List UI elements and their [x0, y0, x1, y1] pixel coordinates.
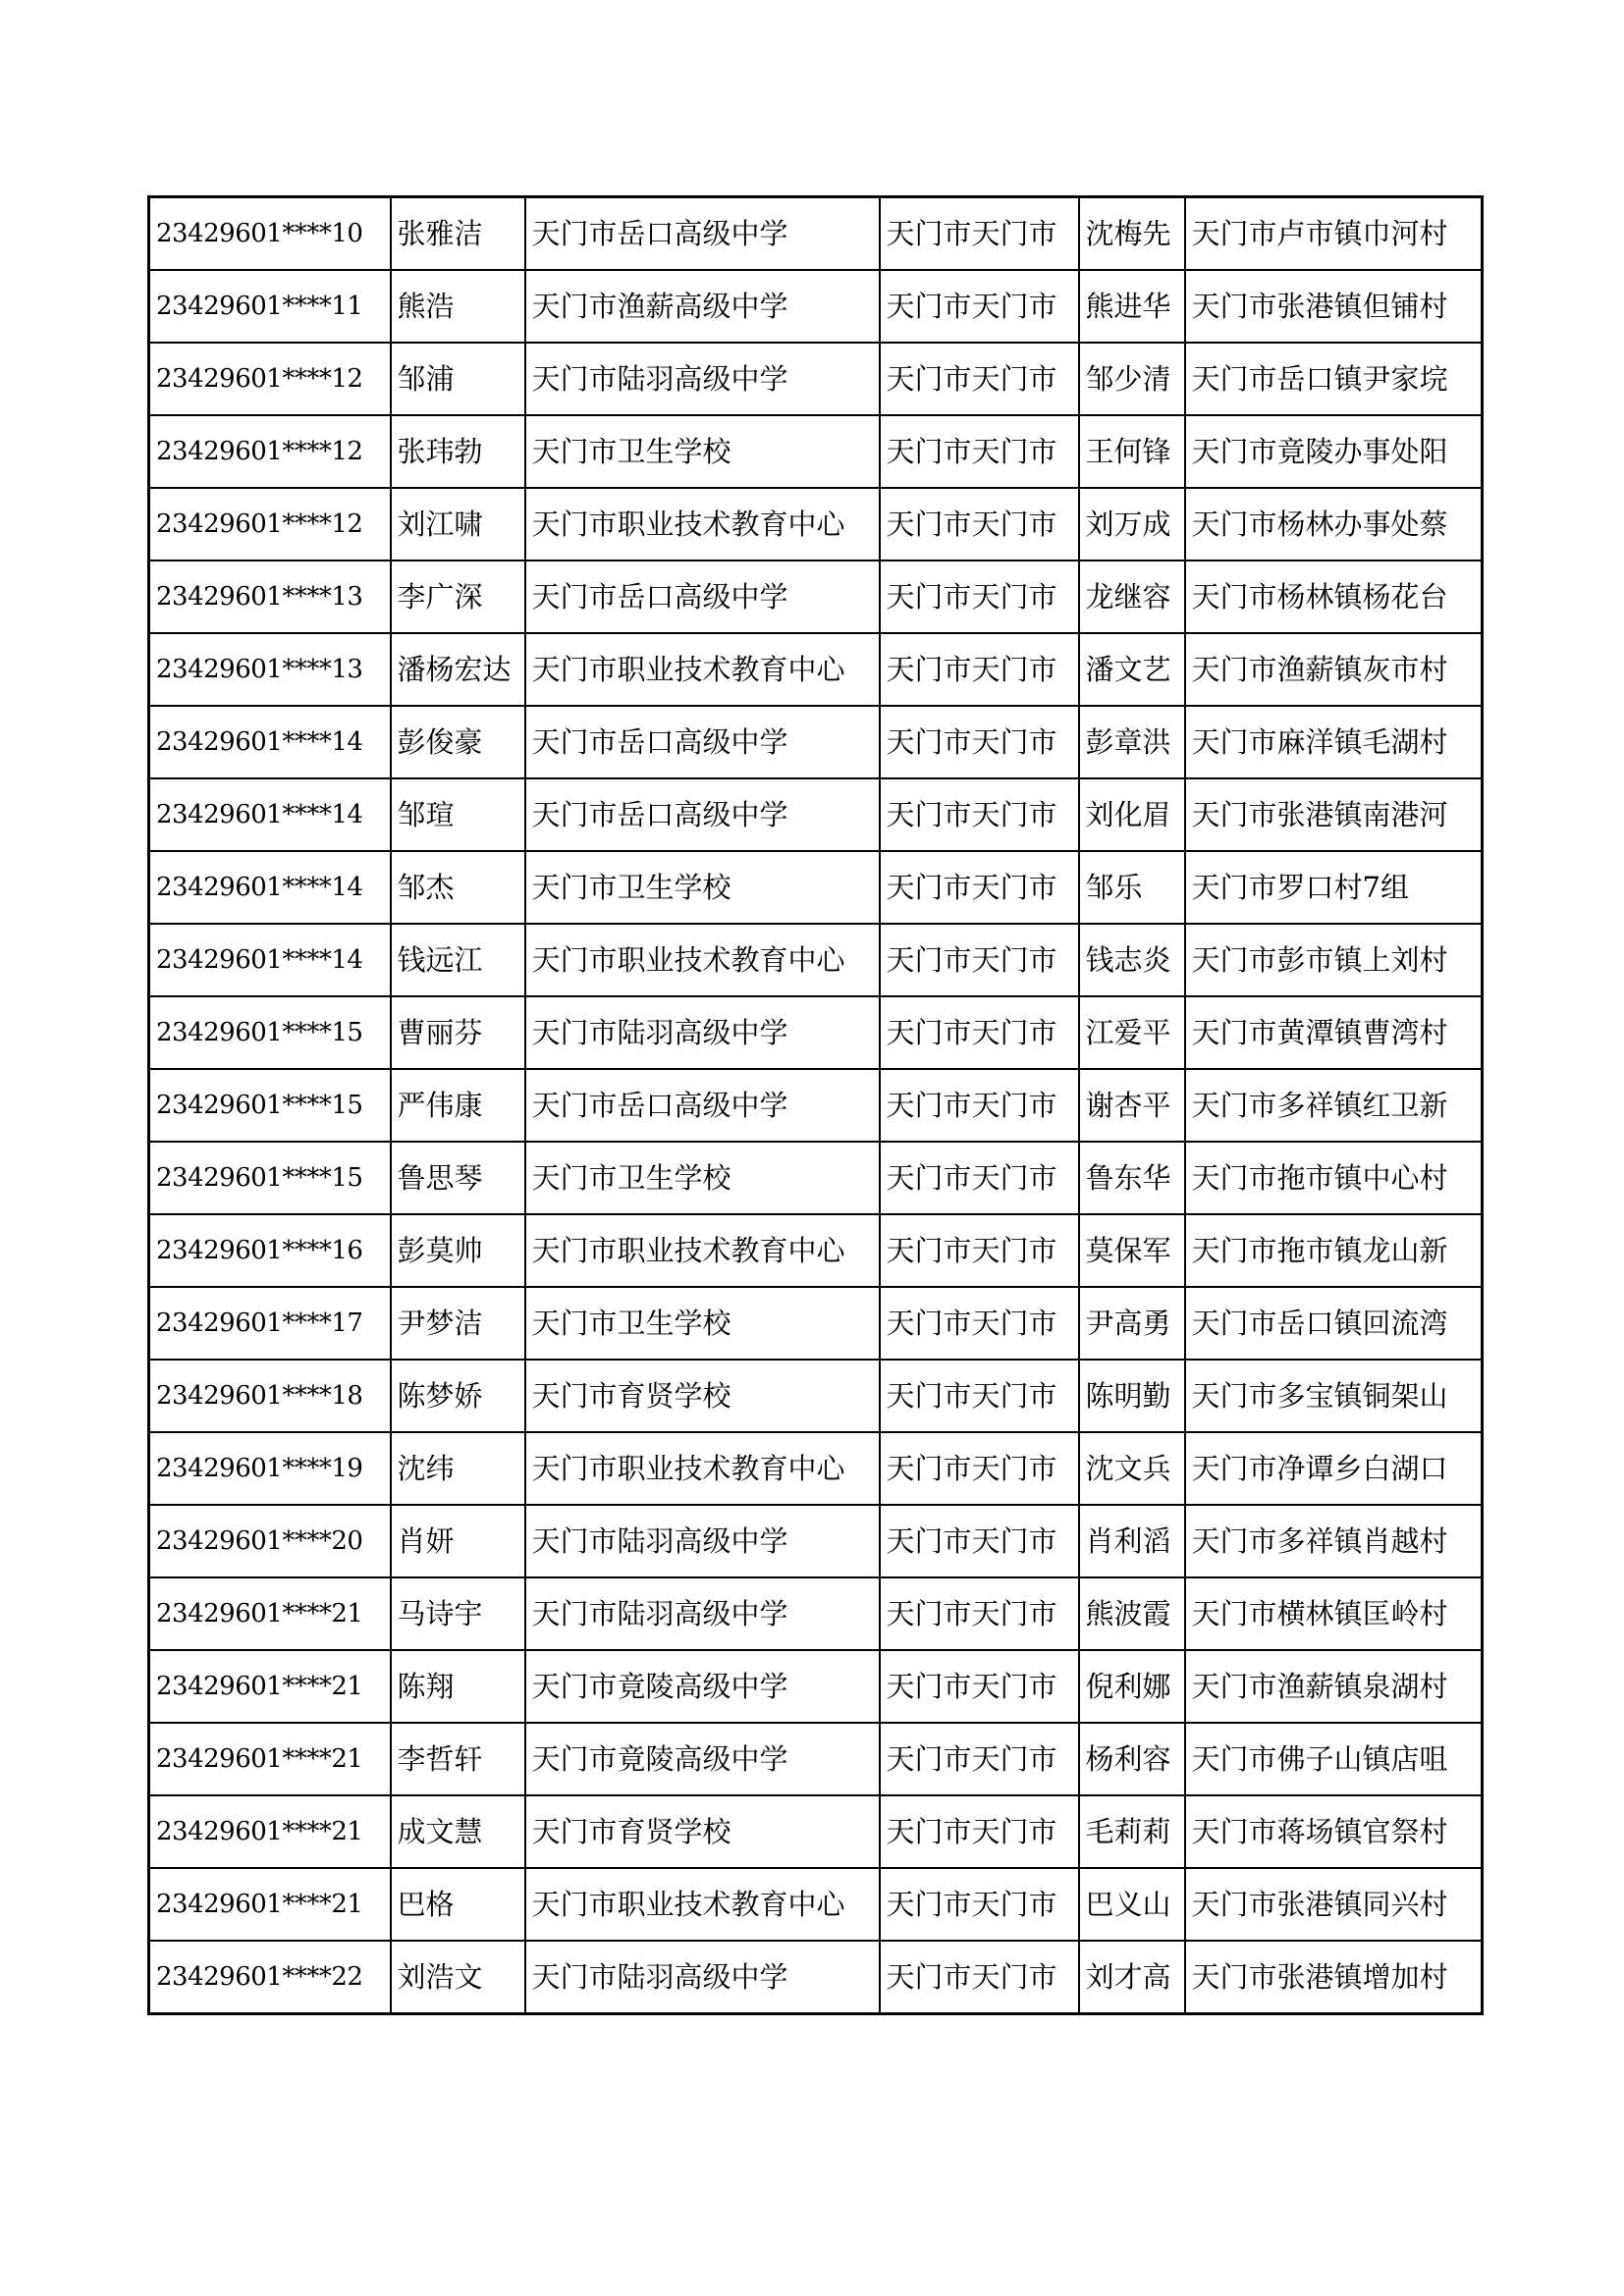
guardian-name-cell: 邹乐 [1079, 851, 1185, 924]
school-cell: 天门市渔薪高级中学 [525, 270, 880, 343]
student-name-cell: 彭俊豪 [391, 706, 525, 778]
student-name-cell: 李广深 [391, 561, 525, 633]
school-cell: 天门市职业技术教育中心 [525, 1214, 880, 1287]
student-name-cell: 张雅洁 [391, 197, 525, 271]
exam-id-cell: 23429601****19 [149, 1432, 391, 1505]
address-cell: 天门市彭市镇上刘村 [1185, 924, 1483, 996]
school-cell: 天门市陆羽高级中学 [525, 1941, 880, 2014]
table-row [149, 706, 1483, 778]
exam-id-cell: 23429601****22 [149, 1941, 391, 2014]
region-cell: 天门市天门市 [880, 415, 1079, 488]
school-cell: 天门市陆羽高级中学 [525, 996, 880, 1069]
region-cell: 天门市天门市 [880, 1505, 1079, 1577]
region-cell: 天门市天门市 [880, 778, 1079, 851]
region-cell: 天门市天门市 [880, 197, 1079, 271]
region-cell: 天门市天门市 [880, 1214, 1079, 1287]
student-name-cell: 巴格 [391, 1868, 525, 1941]
school-cell: 天门市育贤学校 [525, 1360, 880, 1432]
guardian-name-cell: 刘万成 [1079, 488, 1185, 561]
address-cell: 天门市佛子山镇店咀 [1185, 1723, 1483, 1795]
student-name-cell: 曹丽芬 [391, 996, 525, 1069]
guardian-name-cell: 杨利容 [1079, 1723, 1185, 1795]
guardian-name-cell: 莫保军 [1079, 1214, 1185, 1287]
exam-id-cell: 23429601****15 [149, 1142, 391, 1214]
exam-id-cell: 23429601****21 [149, 1723, 391, 1795]
school-cell: 天门市岳口高级中学 [525, 706, 880, 778]
school-cell: 天门市卫生学校 [525, 415, 880, 488]
table-row [149, 851, 1483, 924]
address-cell: 天门市岳口镇尹家垸 [1185, 343, 1483, 415]
student-name-cell: 肖妍 [391, 1505, 525, 1577]
region-cell: 天门市天门市 [880, 1287, 1079, 1360]
address-cell: 天门市拖市镇龙山新 [1185, 1214, 1483, 1287]
exam-id-cell: 23429601****14 [149, 851, 391, 924]
exam-id-cell: 23429601****12 [149, 415, 391, 488]
school-cell: 天门市职业技术教育中心 [525, 924, 880, 996]
address-cell: 天门市卢市镇巾河村 [1185, 197, 1483, 271]
guardian-name-cell: 刘化眉 [1079, 778, 1185, 851]
student-name-cell: 熊浩 [391, 270, 525, 343]
address-cell: 天门市罗口村7组 [1185, 851, 1483, 924]
exam-id-cell: 23429601****14 [149, 706, 391, 778]
region-cell: 天门市天门市 [880, 1650, 1079, 1723]
school-cell: 天门市竟陵高级中学 [525, 1723, 880, 1795]
address-cell: 天门市杨林办事处蔡 [1185, 488, 1483, 561]
exam-id-cell: 23429601****21 [149, 1795, 391, 1868]
table-row [149, 1941, 1483, 2014]
region-cell: 天门市天门市 [880, 1142, 1079, 1214]
table-row [149, 778, 1483, 851]
table-row [149, 1069, 1483, 1142]
school-cell: 天门市卫生学校 [525, 1142, 880, 1214]
region-cell: 天门市天门市 [880, 996, 1079, 1069]
table-row [149, 415, 1483, 488]
region-cell: 天门市天门市 [880, 1069, 1079, 1142]
address-cell: 天门市多宝镇铜架山 [1185, 1360, 1483, 1432]
student-name-cell: 鲁思琴 [391, 1142, 525, 1214]
exam-id-cell: 23429601****21 [149, 1577, 391, 1650]
guardian-name-cell: 沈文兵 [1079, 1432, 1185, 1505]
exam-id-cell: 23429601****18 [149, 1360, 391, 1432]
region-cell: 天门市天门市 [880, 270, 1079, 343]
student-name-cell: 陈翔 [391, 1650, 525, 1723]
guardian-name-cell: 倪利娜 [1079, 1650, 1185, 1723]
table-row [149, 1142, 1483, 1214]
guardian-name-cell: 沈梅先 [1079, 197, 1185, 271]
school-cell: 天门市职业技术教育中心 [525, 488, 880, 561]
table-row [149, 1650, 1483, 1723]
exam-id-cell: 23429601****14 [149, 778, 391, 851]
student-name-cell: 李哲轩 [391, 1723, 525, 1795]
address-cell: 天门市张港镇南港河 [1185, 778, 1483, 851]
student-name-cell: 马诗宇 [391, 1577, 525, 1650]
address-cell: 天门市杨林镇杨花台 [1185, 561, 1483, 633]
table-row [149, 1868, 1483, 1941]
student-name-cell: 张玮勃 [391, 415, 525, 488]
table-row [149, 343, 1483, 415]
exam-id-cell: 23429601****10 [149, 197, 391, 271]
guardian-name-cell: 钱志炎 [1079, 924, 1185, 996]
address-cell: 天门市张港镇同兴村 [1185, 1868, 1483, 1941]
address-cell: 天门市蒋场镇官祭村 [1185, 1795, 1483, 1868]
region-cell: 天门市天门市 [880, 924, 1079, 996]
region-cell: 天门市天门市 [880, 1941, 1079, 2014]
school-cell: 天门市职业技术教育中心 [525, 1868, 880, 1941]
school-cell: 天门市育贤学校 [525, 1795, 880, 1868]
region-cell: 天门市天门市 [880, 1868, 1079, 1941]
guardian-name-cell: 肖利滔 [1079, 1505, 1185, 1577]
student-name-cell: 沈纬 [391, 1432, 525, 1505]
school-cell: 天门市陆羽高级中学 [525, 343, 880, 415]
student-roster-table [147, 195, 1484, 2015]
guardian-name-cell: 尹高勇 [1079, 1287, 1185, 1360]
exam-id-cell: 23429601****21 [149, 1868, 391, 1941]
table-row [149, 197, 1483, 271]
address-cell: 天门市拖市镇中心村 [1185, 1142, 1483, 1214]
region-cell: 天门市天门市 [880, 1795, 1079, 1868]
exam-id-cell: 23429601****14 [149, 924, 391, 996]
region-cell: 天门市天门市 [880, 561, 1079, 633]
school-cell: 天门市职业技术教育中心 [525, 1432, 880, 1505]
exam-id-cell: 23429601****13 [149, 561, 391, 633]
school-cell: 天门市竟陵高级中学 [525, 1650, 880, 1723]
address-cell: 天门市渔薪镇泉湖村 [1185, 1650, 1483, 1723]
address-cell: 天门市渔薪镇灰市村 [1185, 633, 1483, 706]
student-name-cell: 陈梦娇 [391, 1360, 525, 1432]
table-row [149, 1795, 1483, 1868]
region-cell: 天门市天门市 [880, 1577, 1079, 1650]
guardian-name-cell: 江爱平 [1079, 996, 1185, 1069]
guardian-name-cell: 彭章洪 [1079, 706, 1185, 778]
student-name-cell: 刘江啸 [391, 488, 525, 561]
roster-table-body [149, 197, 1483, 2014]
table-row [149, 996, 1483, 1069]
region-cell: 天门市天门市 [880, 1360, 1079, 1432]
school-cell: 天门市卫生学校 [525, 851, 880, 924]
exam-id-cell: 23429601****12 [149, 488, 391, 561]
address-cell: 天门市张港镇但铺村 [1185, 270, 1483, 343]
student-name-cell: 刘浩文 [391, 1941, 525, 2014]
address-cell: 天门市黄潭镇曹湾村 [1185, 996, 1483, 1069]
school-cell: 天门市岳口高级中学 [525, 1069, 880, 1142]
school-cell: 天门市陆羽高级中学 [525, 1505, 880, 1577]
region-cell: 天门市天门市 [880, 343, 1079, 415]
school-cell: 天门市卫生学校 [525, 1287, 880, 1360]
student-name-cell: 尹梦洁 [391, 1287, 525, 1360]
guardian-name-cell: 陈明勤 [1079, 1360, 1185, 1432]
address-cell: 天门市竟陵办事处阳 [1185, 415, 1483, 488]
address-cell: 天门市多祥镇红卫新 [1185, 1069, 1483, 1142]
exam-id-cell: 23429601****20 [149, 1505, 391, 1577]
exam-id-cell: 23429601****16 [149, 1214, 391, 1287]
table-row [149, 1505, 1483, 1577]
student-name-cell: 严伟康 [391, 1069, 525, 1142]
guardian-name-cell: 刘才高 [1079, 1941, 1185, 2014]
student-name-cell: 钱远江 [391, 924, 525, 996]
exam-id-cell: 23429601****11 [149, 270, 391, 343]
student-name-cell: 邹浦 [391, 343, 525, 415]
table-row [149, 270, 1483, 343]
exam-id-cell: 23429601****13 [149, 633, 391, 706]
student-name-cell: 彭莫帅 [391, 1214, 525, 1287]
region-cell: 天门市天门市 [880, 1723, 1079, 1795]
guardian-name-cell: 王何锋 [1079, 415, 1185, 488]
school-cell: 天门市职业技术教育中心 [525, 633, 880, 706]
guardian-name-cell: 龙继容 [1079, 561, 1185, 633]
region-cell: 天门市天门市 [880, 488, 1079, 561]
address-cell: 天门市麻洋镇毛湖村 [1185, 706, 1483, 778]
address-cell: 天门市岳口镇回流湾 [1185, 1287, 1483, 1360]
table-row [149, 488, 1483, 561]
region-cell: 天门市天门市 [880, 633, 1079, 706]
table-row [149, 633, 1483, 706]
student-name-cell: 成文慧 [391, 1795, 525, 1868]
guardian-name-cell: 毛莉莉 [1079, 1795, 1185, 1868]
school-cell: 天门市岳口高级中学 [525, 197, 880, 271]
table-row [149, 1214, 1483, 1287]
student-name-cell: 邹瑄 [391, 778, 525, 851]
table-row [149, 561, 1483, 633]
guardian-name-cell: 谢杏平 [1079, 1069, 1185, 1142]
address-cell: 天门市净谭乡白湖口 [1185, 1432, 1483, 1505]
table-row [149, 1723, 1483, 1795]
exam-id-cell: 23429601****15 [149, 996, 391, 1069]
exam-id-cell: 23429601****15 [149, 1069, 391, 1142]
region-cell: 天门市天门市 [880, 1432, 1079, 1505]
exam-id-cell: 23429601****21 [149, 1650, 391, 1723]
table-row [149, 1287, 1483, 1360]
table-row [149, 1577, 1483, 1650]
school-cell: 天门市岳口高级中学 [525, 778, 880, 851]
address-cell: 天门市横林镇匡岭村 [1185, 1577, 1483, 1650]
guardian-name-cell: 鲁东华 [1079, 1142, 1185, 1214]
address-cell: 天门市张港镇增加村 [1185, 1941, 1483, 2014]
guardian-name-cell: 潘文艺 [1079, 633, 1185, 706]
guardian-name-cell: 熊进华 [1079, 270, 1185, 343]
exam-id-cell: 23429601****17 [149, 1287, 391, 1360]
guardian-name-cell: 邹少清 [1079, 343, 1185, 415]
student-name-cell: 潘杨宏达 [391, 633, 525, 706]
region-cell: 天门市天门市 [880, 706, 1079, 778]
student-name-cell: 邹杰 [391, 851, 525, 924]
exam-id-cell: 23429601****12 [149, 343, 391, 415]
table-row [149, 1360, 1483, 1432]
school-cell: 天门市岳口高级中学 [525, 561, 880, 633]
guardian-name-cell: 巴义山 [1079, 1868, 1185, 1941]
address-cell: 天门市多祥镇肖越村 [1185, 1505, 1483, 1577]
school-cell: 天门市陆羽高级中学 [525, 1577, 880, 1650]
region-cell: 天门市天门市 [880, 851, 1079, 924]
guardian-name-cell: 熊波霞 [1079, 1577, 1185, 1650]
table-row [149, 1432, 1483, 1505]
table-row [149, 924, 1483, 996]
